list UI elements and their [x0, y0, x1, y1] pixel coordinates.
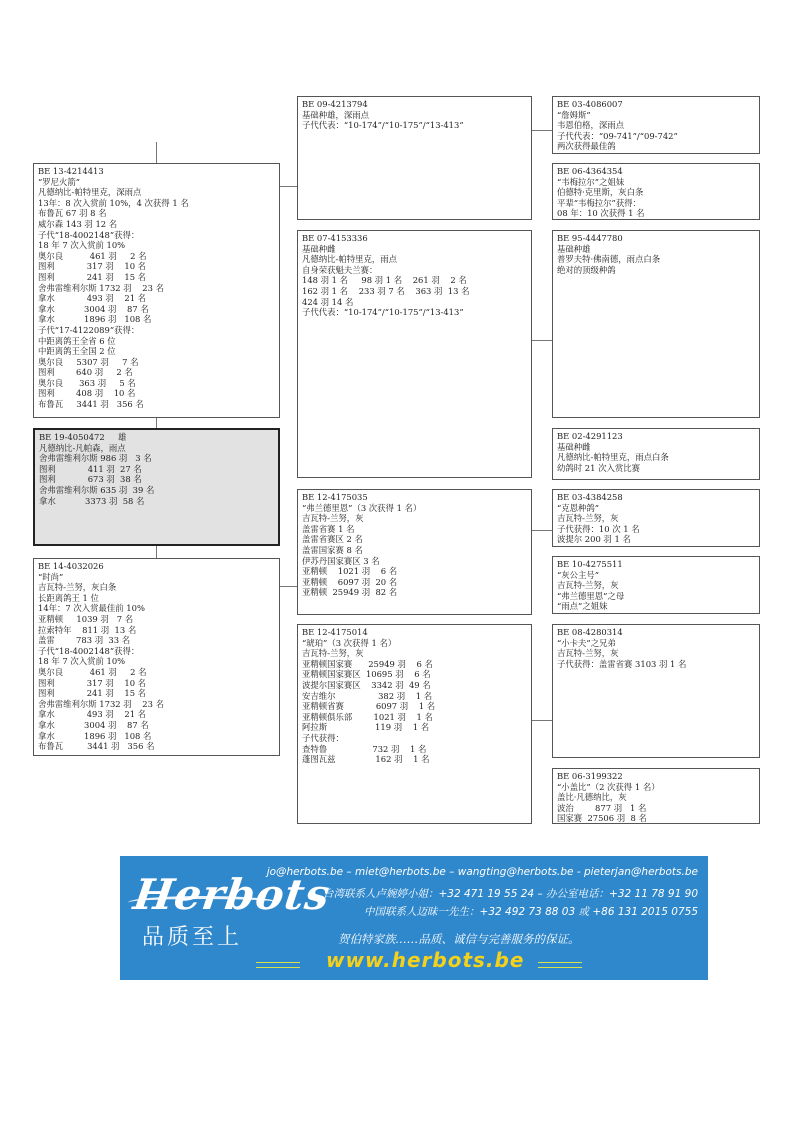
pedigree-line: BE 19-4050472 雄: [39, 432, 127, 442]
pedigree-line: 吉瓦特-兰努，灰: [557, 513, 619, 524]
connector: [532, 340, 552, 341]
connector: [156, 418, 157, 428]
pedigree-line: 子代代表：“09-741”/“09-742”: [557, 130, 678, 141]
connector: [156, 546, 157, 558]
pedigree-line: 吉瓦特-兰努，灰: [557, 648, 619, 659]
pedigree-line: BE 03-4384258: [557, 492, 623, 502]
banner-emails[interactable]: jo@herbots.be – miet@herbots.be – wangting@herbots.be - pieterjan@herbots.be: [266, 866, 698, 878]
pedigree-line: 子代“17-4122089”获得：: [38, 324, 140, 335]
pedigree-line: 长距离鸽王 1 位: [38, 592, 99, 603]
banner-decor-bar-left: [256, 962, 300, 968]
pedigree-line: 子代获得：盖雷省赛 3103 羽 1 名: [557, 658, 687, 669]
pedigree-line: 子代代表：“10-174”/“10-175”/“13-413”: [302, 307, 464, 318]
pedigree-line: BE 12-4175035: [302, 492, 368, 502]
pedigree-line: BE 06-3199322: [557, 771, 623, 781]
pedigree-line: “灰公主号”: [557, 569, 600, 580]
pedigree-line: 自身荣获魁夫兰赛：: [302, 264, 378, 275]
pedigree-line: 盖雷 783 羽 33 名: [38, 635, 131, 646]
pedigree-line: BE 12-4175014: [302, 627, 368, 637]
pedigree-line: 奥尔良 461 羽 2 名: [38, 250, 147, 261]
pedigree-line: 布鲁瓦 67 羽 8 名: [38, 208, 107, 219]
banner-slogan: 品质至上: [142, 925, 243, 950]
pedigree-line: 布鲁瓦 3441 羽 356 名: [38, 741, 155, 752]
pedigree-line: 拿水 493 羽 21 名: [38, 293, 147, 304]
pedigree-line: 中距离鸽王全省 6 位: [38, 335, 116, 346]
pedigree-line: 148 羽 1 名 98 羽 1 名 261 羽 2 名: [302, 275, 467, 286]
pedigree-line: BE 03-4086007: [557, 99, 623, 109]
pedigree-line: “小盖比”（2 次获得 1 名）: [557, 781, 660, 792]
pedigree-line: 图利 317 羽 10 名: [38, 677, 147, 688]
pedigree-line: 阿拉斯 119 羽 1 名: [302, 722, 430, 733]
pedigree-line: 13年：8 次入赏前 10%，4 次获得 1 名: [38, 197, 189, 208]
pedigree-line: 安吉维尔 382 羽 1 名: [302, 690, 433, 701]
pedigree-line: 图利 408 羽 10 名: [38, 388, 136, 399]
great-grandparent-box-7: [552, 624, 760, 758]
pedigree-line: 舍弗雷维利尔斯 1732 羽 23 名: [38, 282, 164, 293]
herbots-banner: [120, 856, 708, 980]
pedigree-line: 图利 241 羽 15 名: [38, 688, 147, 699]
pedigree-line: 蓬图瓦兹 162 羽 1 名: [302, 754, 430, 765]
pedigree-line: 14年：7 次入赏最佳前 10%: [38, 603, 145, 614]
pedigree-line: “克恩种鸽”: [557, 502, 600, 513]
pedigree-line: 中距离鸽王全国 2 位: [38, 346, 116, 357]
pedigree-line: 奥尔良 461 羽 2 名: [38, 666, 147, 677]
pedigree-line: 基础种雄: [557, 243, 591, 254]
banner-china-contact: 中国联系人迈昧一先生：+32 492 73 88 03 或 +86 131 2015 0755: [364, 906, 698, 918]
pedigree-line: 吉瓦特-兰努，灰: [557, 580, 619, 591]
pedigree-line: 布鲁瓦 3441 羽 356 名: [38, 399, 144, 410]
pedigree-line: 国家赛 27506 羽 8 名: [557, 813, 647, 824]
pedigree-line: “弗兰德里恩”之母: [557, 590, 625, 601]
banner-taiwan-contact: 台湾联系人卢婉婷小姐：+32 471 19 55 24 – 办公室电话：+32 11 78 91 90: [322, 888, 698, 900]
pedigree-line: 图利 411 羽 27 名: [39, 463, 142, 474]
pedigree-line: “罗尼火箭”: [38, 176, 81, 187]
connector: [532, 720, 552, 721]
pedigree-line: BE 08-4280314: [557, 627, 623, 637]
connector: [280, 586, 297, 587]
pedigree-line: 424 羽 14 名: [302, 296, 354, 307]
pedigree-line: 基础种雌: [557, 441, 591, 452]
pedigree-line: 亚精顿 1021 羽 6 名: [302, 566, 398, 577]
pedigree-line: 亚精顿国家赛区 10695 羽 6 名: [302, 669, 431, 680]
pedigree-line: 伯德特·克里斯，灰白条: [557, 187, 644, 198]
pedigree-line: 波提尔国家赛区 3342 羽 49 名: [302, 679, 431, 690]
pedigree-line: 查特鲁 732 羽 1 名: [302, 743, 427, 754]
pedigree-line: “时尚”: [38, 571, 64, 582]
pedigree-line: 拿水 1896 羽 108 名: [38, 730, 152, 741]
pedigree-line: 舍弗雷维利尔斯 635 羽 39 名: [39, 484, 155, 495]
pedigree-line: BE 02-4291123: [557, 431, 623, 441]
pedigree-line: 基础种雄，深雨点: [302, 109, 369, 120]
pedigree-line: 波治 877 羽 1 名: [557, 802, 647, 813]
banner-url[interactable]: www.herbots.be: [326, 948, 525, 972]
grandparent-box-4: [297, 624, 532, 824]
pedigree-line: 图利 241 羽 15 名: [38, 271, 147, 282]
pedigree-line: 亚精顿俱乐部 1021 羽 1 名: [302, 711, 433, 722]
pedigree-line: 奥尔良 5307 羽 7 名: [38, 356, 139, 367]
sire-sire-box: [33, 163, 280, 418]
pedigree-line: 拿水 1896 羽 108 名: [38, 314, 152, 325]
herbots-logo: Herbots: [130, 870, 334, 919]
pedigree-line: 奥尔良 363 羽 5 名: [38, 377, 136, 388]
pedigree-line: 图利 673 羽 38 名: [39, 474, 142, 485]
pedigree-line: 两次获得最佳鸽: [557, 141, 616, 152]
great-grandparent-box-5: [552, 489, 760, 547]
pedigree-line: 绝对的顶级种鸽: [557, 264, 616, 275]
pedigree-line: 基础种雌: [302, 243, 336, 254]
pedigree-line: 舍弗雷维利尔斯 1732 羽 23 名: [38, 698, 164, 709]
pedigree-line: 亚精顿 6097 羽 20 名: [302, 576, 398, 587]
pedigree-line: 吉瓦特-兰努，灰白条: [38, 582, 117, 593]
logo-swoosh: [128, 896, 278, 909]
pedigree-line: 盖雷省赛区 2 名: [302, 534, 363, 545]
pedigree-line: “雨点”之姐妹: [557, 601, 608, 612]
pedigree-line: 吉瓦特-兰努，灰: [302, 513, 364, 524]
pedigree-line: 凡德纳比-凡帕森，雨点: [39, 442, 126, 453]
dam-side-box: [33, 558, 280, 756]
pedigree-line: 08 年：10 次获得 1 名: [557, 208, 645, 219]
pedigree-line: 威尔森 143 羽 12 名: [38, 218, 118, 229]
pedigree-line: “琥珀”（3 次获得 1 名）: [302, 637, 397, 648]
pedigree-line: BE 14-4032026: [38, 561, 104, 571]
pedigree-line: 拿水 3004 羽 87 名: [38, 719, 149, 730]
great-grandparent-box-1: [552, 96, 760, 154]
pedigree-line: BE 13-4214413: [38, 166, 104, 176]
pedigree-line: 子代获得：: [302, 732, 344, 743]
pedigree-line: 盖雷国家赛 8 名: [302, 544, 363, 555]
great-grandparent-box-3: [552, 230, 760, 418]
banner-tagline: 贺伯特家族……品质、诚信与完善服务的保证。: [338, 932, 580, 946]
pedigree-line: 子代获得：10 次 1 名: [557, 523, 640, 534]
pedigree-line: 凡德纳比-帕特里克，深雨点: [38, 187, 142, 198]
pedigree-line: 拉索特年 811 羽 13 名: [38, 624, 137, 635]
grandparent-box-3: [297, 489, 532, 615]
pedigree-line: BE 06-4364354: [557, 166, 623, 176]
pedigree-line: 盖比·凡德纳比，灰: [557, 792, 627, 803]
pedigree-line: 162 羽 1 名 233 羽 7 名 363 羽 13 名: [302, 285, 470, 296]
pedigree-line: 吉瓦特-兰努，灰: [302, 648, 364, 659]
pedigree-line: 18 年 7 次入赏前 10%: [38, 240, 126, 251]
pedigree-line: 波提尔 200 羽 1 名: [557, 534, 631, 545]
connector: [532, 130, 552, 131]
pedigree-line: 盖雷省赛 1 名: [302, 523, 355, 534]
pedigree-line: BE 09-4213794: [302, 99, 368, 109]
connector: [280, 186, 297, 187]
grandparent-box-1: [297, 96, 532, 220]
pedigree-line: “詹姆斯”: [557, 109, 591, 120]
pedigree-line: 子代代表：“10-174”/“10-175”/“13-413”: [302, 120, 464, 131]
pedigree-line: 普罗夫特·佛南德，雨点白条: [557, 254, 661, 265]
connector: [156, 142, 157, 163]
great-grandparent-box-4: [552, 428, 760, 480]
pedigree-line: “弗兰德里恩”（3 次获得 1 名）: [302, 502, 422, 513]
pedigree-line: 平辈“韦梅拉尔”获得：: [557, 197, 641, 208]
pedigree-line: 舍弗雷维利尔斯 986 羽 3 名: [39, 453, 152, 464]
pedigree-line: “小卡夫”之兄弟: [557, 637, 616, 648]
pedigree-line: 凡德纳比-帕特里克，雨点: [302, 254, 397, 265]
great-grandparent-box-2: [552, 163, 760, 220]
banner-decor-bar-right: [538, 962, 582, 968]
pedigree-line: 子代“18-4002148”获得：: [38, 645, 140, 656]
pedigree-line: BE 95-4447780: [557, 233, 623, 243]
pedigree-line: 韦恩伯格，深雨点: [557, 120, 624, 131]
pedigree-line: BE 10-4275511: [557, 559, 623, 569]
pedigree-line: 亚精顿省赛 6097 羽 1 名: [302, 701, 436, 712]
great-grandparent-box-8: [552, 768, 760, 824]
pedigree-line: “韦梅拉尔”之姐妹: [557, 176, 625, 187]
grandparent-box-2: [297, 230, 532, 478]
pedigree-line: 拿水 3373 羽 58 名: [39, 495, 145, 506]
pedigree-line: 图利 317 羽 10 名: [38, 261, 147, 272]
pedigree-line: 子代“18-4002148”获得：: [38, 229, 140, 240]
great-grandparent-box-6: [552, 556, 760, 614]
main-pigeon-box: [33, 428, 280, 546]
pedigree-line: 亚精顿 25949 羽 82 名: [302, 587, 398, 598]
pedigree-line: 亚精顿国家赛 25949 羽 6 名: [302, 658, 433, 669]
pedigree-line: 伊苏丹国家赛区 3 名: [302, 555, 380, 566]
pedigree-line: 拿水 493 羽 21 名: [38, 709, 147, 720]
pedigree-line: BE 07-4153336: [302, 233, 368, 243]
pedigree-line: 幼鸽时 21 次入赏比赛: [557, 462, 640, 473]
connector: [532, 530, 552, 531]
pedigree-line: 凡德纳比-帕特里克，雨点白条: [557, 452, 669, 463]
pedigree-line: 亚精顿 1039 羽 7 名: [38, 613, 134, 624]
pedigree-line: 拿水 3004 羽 87 名: [38, 303, 149, 314]
pedigree-line: 图利 640 羽 2 名: [38, 367, 133, 378]
pedigree-line: 18 年 7 次入赏前 10%: [38, 656, 126, 667]
